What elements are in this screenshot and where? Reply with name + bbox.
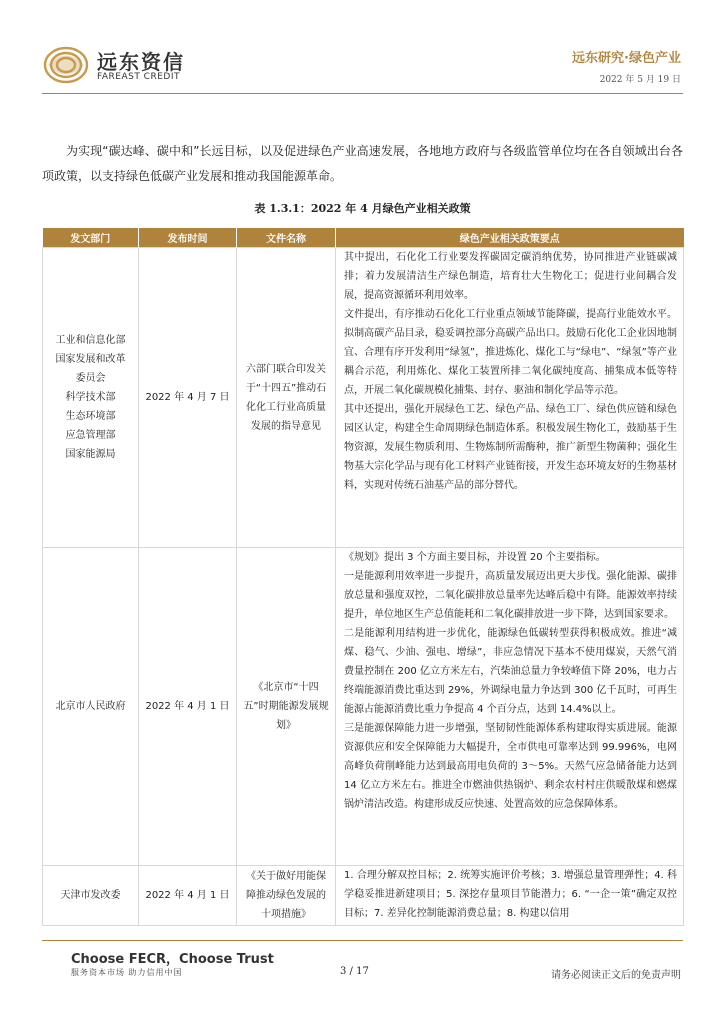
policy-point: 其中提出，石化化工行业要发挥碳固定碳消纳优势，协同推进产业链碳减排；着力发展清洁生产绿色制造，培育壮大生物化工；促进行业间耦合发展，提高资源循环利用效率。 xyxy=(344,252,677,301)
report-date: 2022 年 5 月 19 日 xyxy=(599,75,681,85)
org-name: 北京市人民政府 xyxy=(55,701,126,712)
fareast-logo-icon xyxy=(42,44,90,86)
policy-point: 一是能源利用效率进一步提升，高质量发展迈出更大步伐。强化能源、碳排放总量和强度双控，二氧化碳排放总量率先达峰后稳中有降。能源效率持续提升，单位地区生产总值能耗和二氧化碳排放进一步下降，达到国家要求。 xyxy=(344,571,677,620)
policy-point: 三是能源保障能力进一步增强，坚韧韧性能源体系构建取得实质进展。能源资源供应和安全保障能力大幅提升，全市供电可靠率达到 99.996%，电网高峰负荷削峰能力达到最高用电负荷的 3～5%。天然气应急储备能力达到 14 亿立方米左右。推进全市燃油供热锅炉、剩余农村村庄供暖散煤和燃煤锅炉清洁改造。构建形成反应快速、处置高效的应急保障体系。 xyxy=(344,723,677,810)
policy-point: 二是能源利用结构进一步优化，能源绿色低碳转型获得积极成效。推进“减煤、稳气、少油、强电、增绿”，非应急情况下基本不使用煤炭，天然气消费量控制在 200 亿立方米左右，汽柴油总量力争较峰值下降 20%，电力占终端能源消费比重达到 29%，外调绿电量力争达到 300 亿千瓦时，可再生能源占能源消费比重力争提高 4 个百分点，达到 14.4%以上。 xyxy=(344,628,677,715)
date-cell: 2022 年 4 月 1 日 xyxy=(139,548,237,866)
table-row xyxy=(43,548,684,866)
policy-table xyxy=(42,228,684,926)
policy-point: 文件提出，有序推动石化化工行业重点领域节能降碳，提高行业能效水平。拟制高碳产品目录，稳妥调控部分高碳产品出口。鼓励石化化工企业因地制宜、合理有序开发利用“绿氢”，推进炼化、煤化工与“绿电”、“绿氢”等产业耦合示范，利用炼化、煤化工装置所排二氧化碳纯度高、捕集成本低等特点，开展二氧化碳规模化捕集、封存、驱油和制化学品等示范。 xyxy=(344,309,677,396)
org-name: 委员会 xyxy=(75,373,106,384)
org-name: 科学技术部 xyxy=(65,392,116,403)
report-title: 远东研究·绿色产业 xyxy=(572,51,681,66)
page-header xyxy=(0,0,724,100)
intro-paragraph: 为实现“碳达峰、碳中和”长远目标，以及促进绿色产业高速发展，各地地方政府与各级监管单位均在各自领域出台各项政策，以支持绿色低碳产业发展和推动我国能源革命。 xyxy=(42,144,683,183)
org-name: 生态环境部 xyxy=(65,411,116,422)
header-points: 绿色产业相关政策要点 xyxy=(336,228,684,248)
header-date: 发布时间 xyxy=(139,228,237,248)
table-row xyxy=(43,248,684,548)
disclaimer-link[interactable]: 请务必阅读正文后的免责声明 xyxy=(551,970,681,981)
header-doc: 文件名称 xyxy=(237,228,336,248)
doc-cell: 六部门联合印发关于“十四五”推动石化化工行业高质量发展的指导意见 xyxy=(237,248,336,548)
table-title: 表 1.3.1：2022 年 4 月绿色产业相关政策 xyxy=(254,202,471,215)
footer-divider xyxy=(42,940,683,941)
brand-name-en: FAREAST CREDIT xyxy=(97,72,180,82)
table-header-row xyxy=(43,228,684,248)
org-cell xyxy=(43,248,139,548)
org-name: 工业和信息化部 xyxy=(55,335,126,346)
org-name: 天津市发改委 xyxy=(60,890,121,901)
policy-point: 1. 合理分解双控目标；2. 统筹实施评价考核；3. 增强总量管理弹性；4. 科学稳妥推进新建项目；5. 深挖存量项目节能潜力；6. “一企一策”确定双控目标；7. 差异化控制能源消费总量；8. 构建以信用 xyxy=(344,870,677,919)
page-number: 3 / 17 xyxy=(340,966,369,977)
org-cell xyxy=(43,866,139,926)
org-cell xyxy=(43,548,139,866)
org-name: 国家发展和改革 xyxy=(55,354,126,365)
header-divider xyxy=(42,93,683,94)
footer-slogan: 服务资本市场 助力信用中国 xyxy=(71,968,183,977)
org-name: 应急管理部 xyxy=(65,430,116,441)
footer-brand: Choose FECR，Choose Trust xyxy=(71,952,274,967)
date-cell: 2022 年 4 月 7 日 xyxy=(139,248,237,548)
table-row xyxy=(43,866,684,926)
policy-point: 《规划》提出 3 个方面主要目标，并设置 20 个主要指标。 xyxy=(344,552,606,563)
brand-name-cn: 远东资信 xyxy=(97,50,185,74)
org-name: 国家能源局 xyxy=(65,449,116,460)
doc-cell: 《北京市“十四五”时期能源发展规划》 xyxy=(237,548,336,866)
header-org: 发文部门 xyxy=(43,228,139,248)
points-cell xyxy=(336,548,684,866)
doc-cell: 《关于做好用能保障推动绿色发展的十项措施》 xyxy=(237,866,336,926)
points-cell xyxy=(336,248,684,548)
date-cell: 2022 年 4 月 1 日 xyxy=(139,866,237,926)
policy-point: 其中还提出，强化开展绿色工艺、绿色产品、绿色工厂、绿色供应链和绿色园区认定，构建全生命周期绿色制造体系。积极发展生物化工，鼓励基于生物资源，发展生物质利用、生物炼制所需酶种，推广新型生物菌种；强化生物基大宗化学品与现有化工材料产业链衔接，开发生态环境友好的生物基材料，实现对传统石油基产品的部分替代。 xyxy=(344,404,677,491)
points-cell xyxy=(336,866,684,926)
